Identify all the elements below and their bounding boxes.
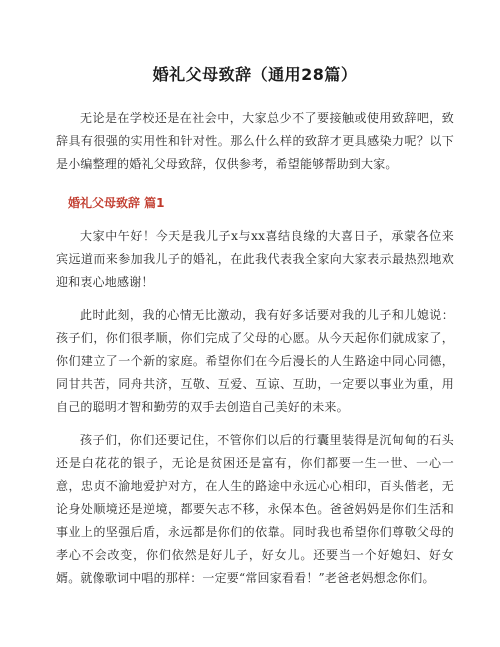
body-paragraph-2: 此时此刻，我的心情无比激动，我有好多话要对我的儿子和儿媳说：孩子们，你们很孝顺，你们完成了父母的心愿。从今天起你们就成家了，你们建立了一个新的家庭。希望你们在今后漫长的人生路途中同心同德，同甘共苦，同舟共济，互敬、互爱、互谅、互助，一定要以事业为重，用自己的聪明才智和勤劳的双手去创造自己美好的未来。: [56, 308, 454, 414]
document-title: 婚礼父母致辞（通用28篇）: [152, 65, 358, 84]
section-heading: 婚礼父母致辞 篇1: [68, 196, 165, 210]
body-paragraph-1: 大家中午好！今天是我儿子x与xx喜结良缘的大喜日子，承蒙各位来宾远道而来参加我儿子的婚礼，在此我代表我全家向大家表示最热烈地欢迎和衷心地感谢！: [56, 229, 454, 289]
body-paragraph-3: 孩子们，你们还要记住，不管你们以后的行囊里装得是沉甸甸的石头还是白花花的银子，无论是贫困还是富有，你们都要一生一世、一心一意，忠贞不渝地爱护对方，在人生的路途中永远心心相印，百头偕老，无论身处顺境还是逆境，都要矢志不移，永保本色。爸爸妈妈是你们生活和事业上的坚强后盾，永远都是你们的依靠。同时我也希望你们尊敬父母的孝心不会改变，你们依然是好儿子，好女儿。还要当一个好媳妇、好女婿。就像歌词中唱的那样：一定要“常回家看看！”老爸老妈想念你们。: [56, 433, 454, 585]
intro-paragraph: 无论是在学校还是在社会中，大家总少不了要接触或使用致辞吧，致辞具有很强的实用性和针对性。那么什么样的致辞才更具感染力呢？以下是小编整理的婚礼父母致辞，仅供参考，希望能够帮助到大家。: [56, 111, 454, 171]
